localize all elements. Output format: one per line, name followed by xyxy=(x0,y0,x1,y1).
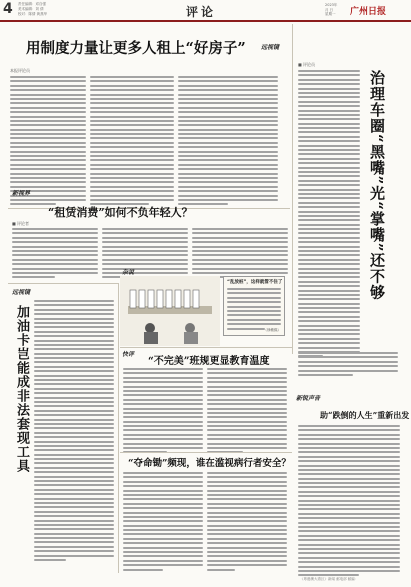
cartoon-label: 杂说 xyxy=(122,269,135,276)
figure-head xyxy=(145,323,155,333)
lifespan-body xyxy=(298,425,400,579)
cartoon-caption-title: “乱放桩”，这样就管不住了 xyxy=(227,280,283,285)
young-renters-col-1 xyxy=(12,228,98,281)
young-renters-byline: ■ 评论者 xyxy=(12,221,30,226)
post xyxy=(175,290,181,308)
post xyxy=(193,290,199,308)
date-year: 2023年 xyxy=(325,3,338,7)
editor-line: 责任编辑：邓自强 xyxy=(18,2,46,6)
young-renters-headline: “租赁消费”如何不负年轻人？ xyxy=(48,206,193,219)
main-headline: 用制度力量让更多人租上“好房子” xyxy=(26,40,246,57)
vision-tag-left: 远视镜 xyxy=(12,289,31,296)
page-number: 4 xyxy=(3,1,13,17)
cartoon-caption-author: （徐敏熙） xyxy=(263,328,281,332)
fast-view-tag: 快评 xyxy=(122,351,135,358)
young-renters-col-2 xyxy=(102,228,188,281)
main-body-col-2 xyxy=(90,76,174,208)
lottery-col-1 xyxy=(123,472,203,573)
education-headline: “不完美”班规更显教育温度 xyxy=(148,356,270,367)
fresh-voice-tag: 新锐声音 xyxy=(296,395,321,402)
cartoon-caption-box xyxy=(223,276,285,336)
column-divider xyxy=(292,24,293,354)
figure-body xyxy=(144,332,158,344)
newspaper-logo: 广州日报 xyxy=(350,7,387,17)
lottery-col-2 xyxy=(207,472,287,573)
date-day: 月 日 xyxy=(325,7,334,12)
young-renters-col-3 xyxy=(192,228,288,281)
date-weekday: 星期一 xyxy=(325,12,336,16)
post xyxy=(184,290,190,308)
lifespan-headline: 助“跌倒的人生”重新出发 xyxy=(320,410,410,420)
post xyxy=(157,290,163,308)
post xyxy=(166,290,172,308)
post xyxy=(130,290,136,308)
page-header xyxy=(0,0,411,22)
new-view-tag: 新视界 xyxy=(12,190,31,197)
main-byline: 本报评论员 xyxy=(10,68,30,73)
education-col-2 xyxy=(207,368,287,456)
figure-head xyxy=(185,323,195,333)
main-body-col-3 xyxy=(178,76,278,208)
section-divider-2 xyxy=(8,283,118,284)
post xyxy=(139,290,145,308)
car-circle-body-bottom xyxy=(298,352,398,378)
figure-body xyxy=(184,332,198,344)
education-col-1 xyxy=(123,368,203,456)
issue-date xyxy=(325,3,337,17)
cartoon-illustration xyxy=(120,276,220,346)
section-title: 评论 xyxy=(186,5,217,19)
page-footer: 《粤港澳大湾区》新闻 邮电部 邮编： xyxy=(300,577,359,581)
cartoon-caption-body xyxy=(227,288,281,332)
section-divider-3 xyxy=(120,347,292,348)
car-circle-byline: ■ 评论员 xyxy=(298,62,316,67)
editor-info xyxy=(18,2,47,17)
proofreader-line: 校对：陈倩 黄燕华 xyxy=(18,12,48,16)
column-divider-left xyxy=(118,283,119,573)
section-divider-4 xyxy=(120,452,292,453)
vision-tag-top: 远视镜 xyxy=(261,44,280,51)
post xyxy=(148,290,154,308)
lottery-headline: “夺命锄”频现，谁在滥视病行者安全？ xyxy=(128,458,291,469)
car-circle-body-top xyxy=(298,70,360,360)
fuel-card-body xyxy=(34,300,114,563)
car-circle-title: 治理车圈“黑嘴”光“掌嘴”还不够 xyxy=(368,70,386,301)
fuel-card-title: 加油卡岂能成非法套现工具 xyxy=(14,305,29,473)
designer-line: 美术编辑：刘 倩 xyxy=(18,7,44,11)
